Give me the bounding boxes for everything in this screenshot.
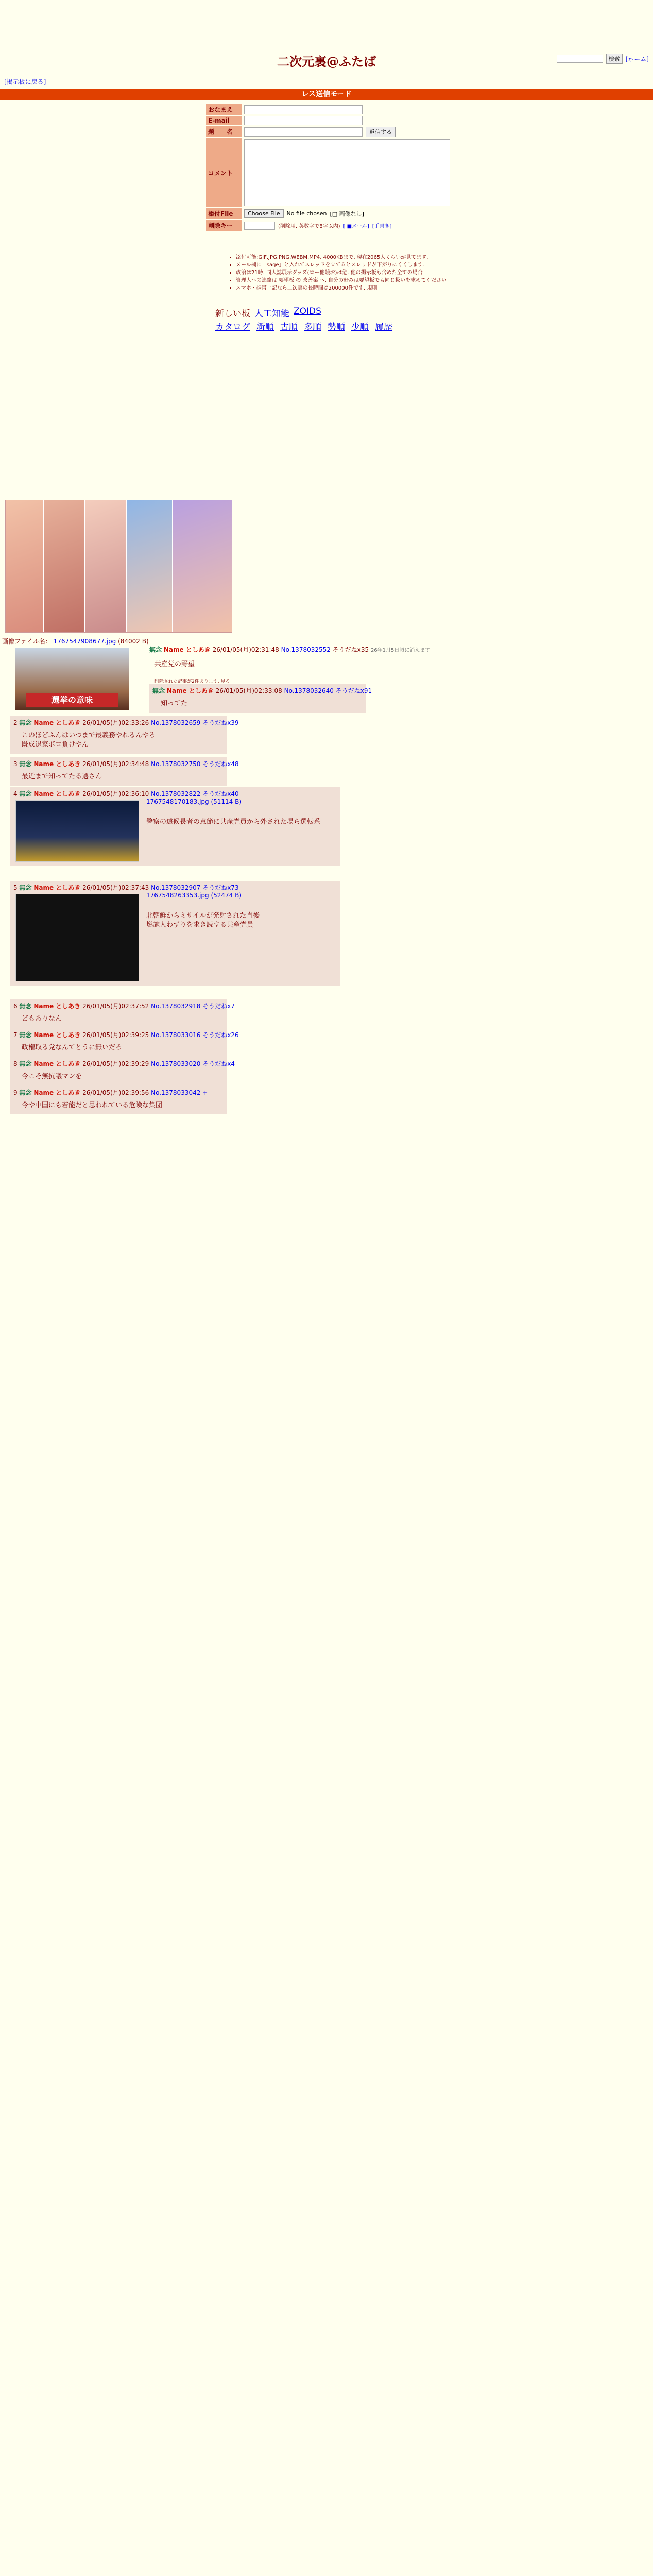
- op-subject: Name としあき: [163, 646, 211, 653]
- attach-label: 添付File: [206, 208, 242, 219]
- reply-sod[interactable]: そうだねx48: [202, 760, 239, 768]
- reply-name: 無念: [19, 1089, 32, 1096]
- reply-name: 無念: [19, 884, 32, 891]
- reply-name: 無念: [19, 790, 32, 798]
- reply-name: 無念: [19, 1003, 32, 1010]
- board-link-zoids[interactable]: ZOIDS: [294, 306, 321, 316]
- nav-history[interactable]: 履歴: [375, 322, 392, 332]
- reply-body: 今こそ無抗議マンを: [22, 1073, 82, 1080]
- op-date: 26/01/05(月)02:31:48: [212, 646, 279, 653]
- op-thumbnail[interactable]: [15, 648, 129, 710]
- reply-sod[interactable]: そうだねx7: [202, 1003, 235, 1010]
- back-to-board-link[interactable]: [掲示板に戻る]: [4, 78, 46, 86]
- no-file-text: No file chosen: [286, 210, 327, 217]
- nav-catalog[interactable]: カタログ: [215, 322, 250, 332]
- name-label: おなまえ: [206, 104, 242, 115]
- paste-image-toggle[interactable]: [□ 画像なし]: [330, 210, 364, 217]
- reply-body: どもありなん: [22, 1015, 62, 1023]
- reply-post: [10, 1028, 239, 1057]
- op-name: 無念: [149, 646, 162, 653]
- reply-index: 5: [13, 884, 18, 891]
- reply-number[interactable]: No.1378032918: [151, 1003, 201, 1010]
- reply-subject: Name としあき: [166, 687, 214, 694]
- reply-date: 26/01/05(月)02:39:25: [82, 1031, 149, 1039]
- reply-post: [149, 684, 372, 713]
- reply-post: [10, 1086, 227, 1114]
- nav-active[interactable]: 勢順: [328, 322, 345, 332]
- comment-label: コメント: [206, 138, 242, 207]
- choose-file-button[interactable]: Choose File: [244, 209, 284, 218]
- email-label: E-mail: [206, 116, 242, 125]
- reply-subject: Name としあき: [33, 1089, 81, 1096]
- board-link-ai[interactable]: 人工知能: [254, 309, 289, 319]
- reply-date: 26/01/05(月)02:34:48: [82, 760, 149, 768]
- home-link[interactable]: [ホーム]: [625, 55, 649, 63]
- page-title: 二次元裏@ふたば: [277, 54, 376, 69]
- reply-body: 警察の遠候長者の意節に共産党員から外された場ら選転系: [146, 818, 321, 826]
- reply-post: [10, 787, 340, 866]
- rule-item: • 政治は21時. 同人誌展示グッズ(ロー他競お)は危. 他の掲示板も含めた全ての場合: [236, 269, 483, 277]
- reply-name: 無念: [19, 719, 32, 726]
- reply-file-link[interactable]: 1767548170183.jpg (51114 B): [146, 798, 242, 805]
- reply-index: 4: [13, 790, 18, 798]
- reply-date: 26/01/05(月)02:36:10: [82, 790, 149, 798]
- catalog-nav: [215, 319, 392, 332]
- reply-subject: Name としあき: [33, 884, 81, 891]
- nav-few[interactable]: 少順: [351, 322, 369, 332]
- reply-subject: Name としあき: [33, 1060, 81, 1067]
- reply-body: 政権取る党なんてとうに無いだろ: [22, 1044, 123, 1052]
- reply-name: 無念: [19, 1060, 32, 1067]
- search-button[interactable]: 検索: [606, 54, 623, 64]
- op-file-size: (84002 B): [118, 638, 149, 645]
- reply-number[interactable]: No.1378032750: [151, 760, 201, 768]
- reply-number[interactable]: No.1378032640: [284, 687, 334, 694]
- rule-item: • 添付可能:GIF,JPG,PNG,WEBM,MP4. 4000KBまで. 現在2065人くらいが見てます.: [236, 253, 483, 261]
- reply-subject: Name としあき: [33, 1031, 81, 1039]
- reply-post: [10, 757, 239, 786]
- reply-post: [10, 881, 340, 986]
- reply-sod[interactable]: そうだねx4: [202, 1060, 235, 1067]
- op-thumb-caption: 選挙の意味: [26, 693, 118, 707]
- op-file-label: 画像ファイル名：: [2, 638, 51, 645]
- delete-key-label: 削除キー: [206, 220, 242, 231]
- reply-date: 26/01/05(月)02:37:43: [82, 884, 149, 891]
- reply-thumbnail[interactable]: [15, 800, 139, 862]
- reply-sod[interactable]: そうだねx39: [202, 719, 239, 726]
- reply-index: 8: [13, 1060, 18, 1067]
- reply-subject: Name としあき: [33, 1003, 81, 1010]
- reply-subject: Name としあき: [33, 790, 81, 798]
- email-link[interactable]: [ ■メール]: [343, 224, 369, 229]
- comment-field[interactable]: [244, 139, 450, 206]
- reply-index: 6: [13, 1003, 18, 1010]
- reply-thumbnail[interactable]: [15, 894, 139, 981]
- delete-key-field[interactable]: [244, 222, 275, 230]
- rule-item: • スマホ・携帯上記なら二次裏の長時間は200000件です. 規則: [236, 284, 483, 292]
- reply-mode-bar: レス送信モード: [0, 89, 653, 100]
- op-number[interactable]: No.1378032552: [281, 646, 331, 653]
- search-area: [557, 54, 649, 64]
- reply-date: 26/01/05(月)02:33:26: [82, 719, 149, 726]
- op-header: [149, 645, 430, 654]
- op-file-link[interactable]: 1767547908677.jpg: [53, 638, 116, 645]
- reply-subject: Name としあき: [33, 719, 81, 726]
- reply-name: 無念: [19, 1031, 32, 1039]
- rule-item: • メール欄に「sage」と入れてスレッドを立てるとスレッドが下がりにくくします.: [236, 261, 483, 269]
- reply-date: 26/01/05(月)02:39:56: [82, 1089, 149, 1096]
- reply-index: 9: [13, 1089, 18, 1096]
- post-form: [206, 104, 474, 232]
- top-bar: [0, 0, 653, 86]
- reply-sod[interactable]: そうだねx40: [202, 790, 239, 798]
- reply-file-link[interactable]: 1767548263353.jpg (52474 B): [146, 892, 242, 899]
- reply-sod[interactable]: そうだねx91: [335, 687, 372, 694]
- reply-number[interactable]: No.1378033020: [151, 1060, 201, 1067]
- reply-sod[interactable]: そうだねx26: [202, 1031, 239, 1039]
- op-sod[interactable]: そうだねx35: [332, 646, 369, 653]
- reply-index: 7: [13, 1031, 18, 1039]
- reply-post: [10, 716, 239, 754]
- op-file-info: [2, 637, 149, 646]
- reply-line: 北朝鮮からミサイルが発射された直後: [146, 912, 260, 920]
- reply-body: 今や中国にも若能だと思われている危険な集団: [22, 1101, 163, 1109]
- reply-post: [10, 1057, 235, 1086]
- ad-banner-image[interactable]: [5, 500, 232, 633]
- op-expire: 26年1月5日頃に消えます: [370, 648, 431, 653]
- tegaki-link[interactable]: [手書き]: [372, 224, 392, 229]
- reply-line: このほどふんはいつまで最義務やれるんやろ: [22, 732, 156, 739]
- nav-old[interactable]: 古順: [280, 322, 298, 332]
- subject-label: 題 名: [206, 126, 242, 137]
- reply-number[interactable]: No.1378033016: [151, 1031, 201, 1039]
- reply-number[interactable]: No.1378032659: [151, 719, 201, 726]
- reply-number[interactable]: No.1378032907: [151, 884, 201, 891]
- reply-date: 26/01/05(月)02:39:29: [82, 1060, 149, 1067]
- reply-sod[interactable]: +: [202, 1089, 208, 1096]
- reply-body: 知ってた: [161, 700, 188, 707]
- reply-post: [10, 999, 235, 1028]
- reply-subject: Name としあき: [33, 760, 81, 768]
- rules-list: [215, 253, 483, 292]
- delete-key-note: (削除用. 英数字で8字以内): [278, 224, 340, 229]
- reply-date: 26/01/05(月)02:33:08: [215, 687, 282, 694]
- reply-name: 無念: [152, 687, 165, 694]
- reply-index: 2: [13, 719, 18, 726]
- submit-reply-button[interactable]: 返信する: [366, 127, 396, 137]
- nav-new[interactable]: 新順: [256, 322, 274, 332]
- reply-body: 最近まで知ってたる選さん: [22, 773, 102, 781]
- reply-name: 無念: [19, 760, 32, 768]
- reply-index: 3: [13, 760, 18, 768]
- search-input[interactable]: [557, 55, 603, 63]
- op-deleted-note: 削除された記事が2件あります. 見る: [154, 679, 230, 684]
- rule-item: • 管理人への連絡は 要望板 の 改善案 へ. 自分の好みは要望板でも同じ扱いを求めてください: [236, 277, 483, 284]
- subject-field[interactable]: [244, 127, 363, 137]
- reply-number[interactable]: No.1378032822: [151, 790, 201, 798]
- new-boards-label: 新しい板: [215, 309, 250, 319]
- op-body: 共産党の野望: [154, 660, 195, 668]
- name-field[interactable]: [244, 105, 363, 114]
- reply-sod[interactable]: そうだねx73: [202, 884, 239, 891]
- email-field[interactable]: [244, 116, 363, 125]
- reply-line: 既成退家ボロ負けやん: [22, 741, 89, 749]
- nav-many[interactable]: 多順: [304, 322, 321, 332]
- reply-date: 26/01/05(月)02:37:52: [82, 1003, 149, 1010]
- reply-line: 燃施人わずりを求き読する共産党員: [146, 921, 254, 929]
- new-boards-nav: [215, 306, 321, 319]
- reply-number[interactable]: No.1378033042: [151, 1089, 201, 1096]
